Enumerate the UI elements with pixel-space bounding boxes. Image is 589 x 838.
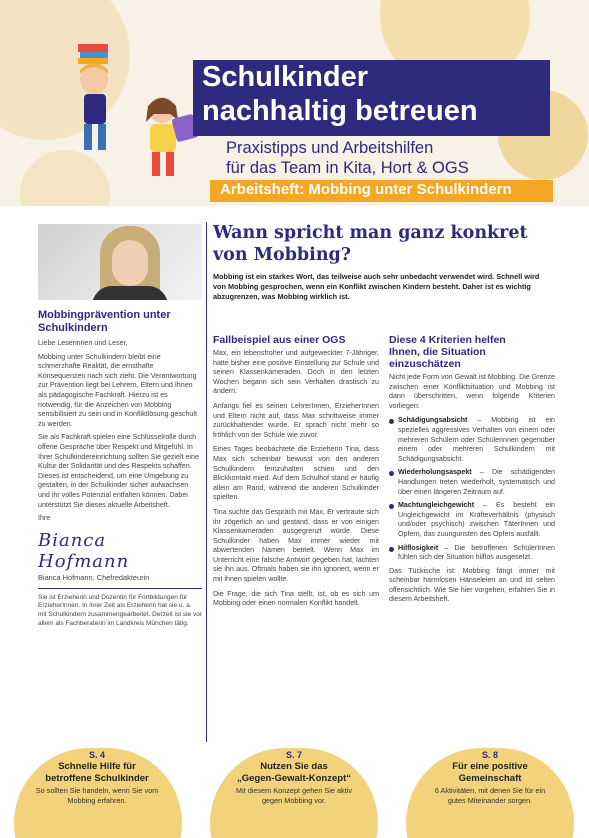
teaser-title-line: Für eine positive: [452, 761, 528, 772]
editorial-paragraph: Sie als Fachkraft spielen eine Schlüsselrolle durch offene Gespräche über Respekt und Mitgefühl. In Ihrer Schulkindereinrichtung sollten Sie gezielt eine Kultur der Solidarität und des Respekts schaffen. Dieses ist entscheidend, um eine Umgebung zu gestalten, in der Schulkinder sicher aufwachsen und ihr volles Potenzial entfalten können. Dabei unterstützt Sie dieses aktuelle Arbeitsheft.: [38, 433, 199, 509]
title-line: nachhaltig betreuen: [202, 95, 478, 127]
criterion-item: [389, 544, 555, 563]
teaser-title: [405, 761, 575, 784]
criterion-item: [389, 416, 555, 464]
bullet-icon: [389, 471, 394, 476]
case-study-column: [213, 334, 379, 614]
criteria-intro: Nicht jede Form von Gewalt ist Mobbing. Die Grenze zwischen einer Konfliktsituation und Mobbing ist dann überschritten, wenn folgende Kriterien vorliegen:: [389, 373, 555, 410]
criteria-column: [389, 334, 555, 610]
heading-line: Mobbingprävention unter: [38, 309, 171, 321]
editorial-paragraph: Liebe Leserinnen und Leser,: [38, 339, 128, 347]
main-article: [213, 222, 554, 301]
teaser-desc-line: Mobbing erfahren.: [67, 795, 127, 805]
issue-title: Arbeitsheft: Mobbing unter Schulkindern: [220, 181, 512, 198]
criterion-term: Hilflosigkeit: [398, 543, 439, 552]
teaser-title-line: betroffene Schulkinder: [45, 772, 149, 784]
teaser-title-line: Nutzen Sie das: [260, 761, 328, 772]
magazine-title: [202, 60, 547, 128]
teaser-item[interactable]: [12, 748, 182, 805]
criteria-outro: Das Tückische ist: Mobbing fängt immer mit scheinbar harmlosen Hänseleien an und ist selten offensichtlich. Wie Sie hier vorgehen, erfahren Sie in diesem Arbeitsheft.: [389, 566, 555, 604]
bullet-icon: [389, 547, 394, 552]
signer-name: Bianca Hofmann, Chefredakteurin: [38, 572, 150, 582]
teaser-title-line: Gemeinschaft: [458, 772, 522, 784]
subtitle-line: für das Team in Kita, Hort & OGS: [226, 159, 469, 177]
heading-line: Schulkindern: [38, 322, 108, 334]
heading-line: einzuschätzen: [389, 358, 461, 370]
signature: Bianca Hofmann: [38, 529, 130, 572]
divider: [38, 588, 202, 589]
teaser-title: [209, 761, 379, 784]
criterion-term: Wiederholungsaspekt: [398, 468, 472, 477]
article-lead: Mobbing ist ein starkes Wort, das teilweise auch sehr unbedacht verwendet wird. Schnell wird von Mobbing gesprochen, wenn ein Konflikt zwischen Kindern besteht. Daher ist es wichtig abzugrenzen, was Mobbing wirklich ist.: [213, 272, 540, 301]
case-paragraph: Die Frage, die sich Tina stellt, ist, ob es sich um Mobbing oder einen normalen Konflikt handelt.: [213, 589, 379, 608]
criterion-item: [389, 468, 555, 497]
case-paragraph: Max, ein lebensfroher und aufgeweckter 7-Jähriger, hatte bisher eine positive Einstellung zur Schule und seinen Klassenkameraden. Doch in den letzten Wochen begann sich sein Verhalten drastisch zu ändern.: [213, 349, 379, 396]
photo-shirt: [92, 286, 168, 300]
heading-line: Wann spricht man ganz konkret: [213, 223, 528, 243]
teaser-item[interactable]: [405, 748, 575, 805]
heading-line: Ihnen, die Situation: [389, 346, 486, 358]
teaser-page: S. 7: [285, 750, 302, 760]
case-paragraph: Tina suchte das Gespräch mit Max. Er vertraute sich ihr zögerlich an und gestand, dass er von einigen Klassenkameraden ausgegrenzt würde. Diese Schulkinder haben Max immer wieder mit abwertenden Namen betitelt. Wenn Max im Unterricht eine falsche Antwort gegeben hat, lachten sie ihn aus. Oftmals haben sie ihn ignoriert, wenn er mit ihnen spielen wollte.: [213, 507, 379, 584]
editorial-paragraph: Ihre: [38, 514, 51, 523]
editorial-column: [38, 224, 202, 629]
teaser-desc-line: gutes Miteinander sorgen.: [447, 795, 533, 805]
subtitle-line: Praxistipps und Arbeitshilfen: [226, 139, 434, 157]
criterion-text: – Mobbing ist ein spezielles aggressives Verhalten von einem oder mehreren Schülern oder Schülerinnen gegenüber einem oder mehreren Schulkindern mit Schädigungsabsicht.: [398, 416, 555, 463]
teaser-title-line: „Gegen-Gewalt-Konzept“: [236, 772, 351, 784]
article-heading: [213, 222, 554, 266]
teaser-page: S. 4: [88, 750, 105, 760]
bullet-icon: [389, 504, 394, 509]
case-study-heading: Fallbeispiel aus einer OGS: [213, 334, 346, 346]
editorial-paragraph: Mobbing unter Schulkindern bleibt eine schmerzhafte Realität, die ernsthafte Konsequenzen nach sich zieht. Die Verantwortung zur Prävention liegt bei Lehrern, Eltern und Ihnen als pädagogische Fachkraft. Hierzu ist es notwendig, für die Anzeichen von Mobbing sensibilisiert zu sein und in Konfliktlösung geschult zu werden.: [38, 352, 197, 428]
teaser-desc-line: So sollten Sie handeln, wenn Sie vom: [35, 786, 159, 795]
criterion-term: Machtungleichgewicht: [398, 501, 475, 510]
column-divider: [206, 222, 207, 742]
teaser-footer: [0, 748, 589, 838]
title-line: Schulkinder: [202, 61, 368, 93]
criterion-term: Schädigungsabsicht: [398, 416, 468, 425]
heading-line: Diese 4 Kriterien helfen: [389, 334, 506, 346]
teaser-desc: [405, 786, 575, 805]
editorial-heading: [38, 309, 202, 335]
teaser-desc-line: Mit diesem Konzept gehen Sie aktiv: [235, 786, 352, 795]
teaser-desc: [12, 786, 182, 805]
criterion-item: [389, 501, 555, 539]
criterion-text: – Es besteht ein Ungleichgewicht im Kräfteverhältnis (physisch und/oder psychisch) zwischen TäterInnen und Opfern, das zuungunsten des Opfers ausfällt.: [398, 501, 555, 538]
criteria-heading: [389, 334, 555, 370]
bullet-icon: [389, 419, 394, 424]
editor-photo: [38, 224, 202, 300]
teaser-desc-line: 6 Aktivitäten, mit denen Sie für ein: [434, 786, 546, 795]
teaser-desc: [209, 786, 379, 805]
header-banner: [0, 0, 589, 206]
teaser-title-line: Schnelle Hilfe für: [58, 761, 136, 772]
photo-face: [112, 240, 148, 286]
teaser-page: S. 8: [481, 750, 498, 760]
heading-line: von Mobbing?: [213, 245, 352, 265]
teaser-title: [12, 761, 182, 784]
case-paragraph: Anfangs fiel es seinen LehrerInnen, ErzieherInnen und Eltern nicht auf, dass Max schrittweise immer zurückhaltender wurde. Er sprach nicht mehr so fröhlich von der Schule wie zuvor.: [213, 401, 379, 439]
case-paragraph: Eines Tages beobachtete die Erzieherin Tina, dass Max sich scheinbar bewusst von den anderen Schulkindern fernzuhalten schien und den Blickkontakt mied. Auf dem Schulhof stand er häufig allein am Rand, während die anderen Schulkinder spielten.: [213, 445, 379, 502]
magazine-subtitle: [226, 138, 546, 178]
criterion-text: – Die schädigenden Handlungen treten wiederholt, systematisch und über einen längeren Zeitraum auf.: [398, 468, 555, 496]
criterion-text: – Die betroffenen SchülerInnen fühlen sich der Situation hilflos ausgesetzt.: [398, 543, 555, 562]
teaser-desc-line: gegen Mobbing vor.: [261, 795, 327, 805]
teaser-item[interactable]: [209, 748, 379, 805]
editor-bio: Sie ist Erzieherin und Dozentin für Fortbildungen für ErzieherInnen. In ihrer Zeit als Erzieherin hat sie u. a. mit Schulkindern zusammengearbeitet. Derzeit ist sie vor allem als Fachberaterin im Landkreis München tätig.: [38, 593, 203, 628]
